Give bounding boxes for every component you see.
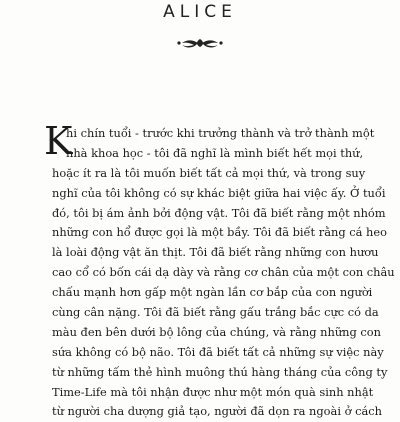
text-line: cùng cân nặng. Tôi đã biết rằng gấu trắng bắc cực có da: [52, 305, 379, 320]
text-line: hi chín tuổi - trước khi trưởng thành và trở thành một: [66, 126, 375, 140]
text-line: cao cổ có bốn cái dạ dày và rằng cơ chân của một con châu: [52, 265, 395, 280]
text-line: Time-Life mà tôi nhận được như một món quà sinh nhật: [52, 384, 374, 399]
text-line: hoặc ít ra là tôi muốn biết tất cả mọi thứ, và trong suy: [52, 165, 366, 180]
text-line: chấu mạnh hơn gấp một ngàn lần cơ bắp của con người: [52, 285, 373, 300]
drop-cap: K: [44, 119, 73, 163]
chapter-body-text: [52, 124, 395, 422]
text-line: màu đen bên dưới bộ lông của chúng, và rằng những con: [52, 324, 382, 339]
text-line: đó, tôi bị ám ảnh bởi động vật. Tôi đã biết rằng một nhóm: [52, 205, 386, 220]
text-line: từ những tấm thẻ hình muông thú hàng tháng của công ty: [52, 364, 388, 379]
text-line: nhà khoa học - tôi đã nghĩ là mình biết hết mọi thứ,: [66, 145, 364, 160]
floral-ornament-icon: [168, 37, 232, 49]
text-line: những con hổ được gọi là một bầy. Tôi đã biết rằng cá heo: [52, 225, 387, 240]
text-line: sứa không có bộ não. Tôi đã biết tất cả những sự việc này: [52, 344, 384, 359]
text-line: nghĩ của tôi không có sự khác biệt giữa hai việc ấy. Ở tuổi: [52, 185, 386, 200]
chapter-title: ALICE: [163, 2, 237, 22]
text-line: từ người cha dượng giả tạo, người đã dọn ra ngoài ở cách: [52, 404, 382, 419]
text-line: là loài động vật ăn thịt. Tôi đã biết rằng những con hươu: [52, 245, 379, 260]
